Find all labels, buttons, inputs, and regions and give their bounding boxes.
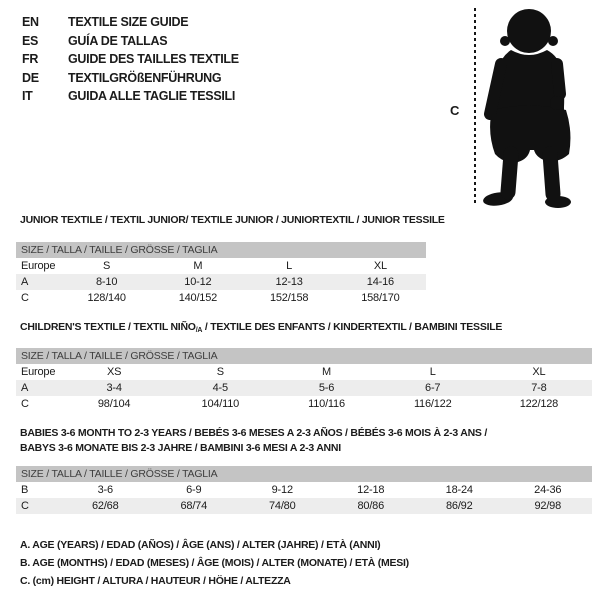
size-value: 92/98 xyxy=(534,500,562,512)
section-title xyxy=(16,426,592,456)
language-title: GUÍA DE TALLAS xyxy=(68,33,168,48)
language-title: GUIDA ALLE TAGLIE TESSILI xyxy=(68,89,236,103)
section-title xyxy=(16,320,592,336)
size-value: 24-36 xyxy=(534,484,562,496)
language-row xyxy=(22,50,239,69)
language-code: IT xyxy=(22,89,33,103)
height-label-c: C xyxy=(450,103,460,118)
size-value: XL xyxy=(373,260,387,272)
size-section xyxy=(16,213,445,306)
size-value: 98/104 xyxy=(97,398,131,410)
baby-silhouette-icon xyxy=(478,2,592,210)
row-label: C xyxy=(21,292,29,304)
table-row xyxy=(16,498,592,514)
size-value: 122/128 xyxy=(519,398,559,410)
size-value: 9-12 xyxy=(271,484,293,496)
table-row xyxy=(16,396,592,412)
table-row xyxy=(16,290,426,306)
size-value: 3-4 xyxy=(106,382,122,394)
size-value: 128/140 xyxy=(87,292,126,304)
section-title-line xyxy=(20,320,592,336)
size-value: 68/74 xyxy=(180,500,208,512)
table-row xyxy=(16,482,592,498)
section-title-text: BABYS 3-6 MONATE BIS 2-3 JAHRE / BAMBINI 3-6 MESI A 2-3 ANNI xyxy=(20,442,341,454)
size-table xyxy=(16,466,592,514)
size-section xyxy=(16,426,592,514)
legend-note-line: B. AGE (MONTHS) / EDAD (MESES) / ÂGE (MOIS) / ALTER (MONATE) / ETÀ (MESI) xyxy=(20,557,409,569)
size-value: 5-6 xyxy=(318,382,335,394)
row-label: C xyxy=(21,500,29,512)
section-title-line xyxy=(20,426,592,441)
row-label: Europe xyxy=(21,260,56,272)
size-header-bar: SIZE / TALLA / TAILLE / GRÖSSE / TAGLIA xyxy=(16,242,426,258)
size-header-bar: SIZE / TALLA / TAILLE / GRÖSSE / TAGLIA xyxy=(16,466,592,482)
language-row xyxy=(22,32,239,51)
size-value: XL xyxy=(532,366,546,378)
table-row xyxy=(16,380,592,396)
size-value: 80/86 xyxy=(357,500,385,512)
size-value: XS xyxy=(106,366,122,378)
language-title: TEXTILGRÖßENFÜHRUNG xyxy=(68,70,222,85)
size-value: 62/68 xyxy=(91,500,119,512)
size-value: 8-10 xyxy=(96,276,118,288)
legend-note-line: A. AGE (YEARS) / EDAD (AÑOS) / ÂGE (ANS) / ALTER (JAHRE) / ETÀ (ANNI) xyxy=(20,539,381,551)
size-value: 74/80 xyxy=(268,500,296,512)
table-row xyxy=(16,364,592,380)
size-value: M xyxy=(193,260,203,272)
size-value: L xyxy=(286,260,293,272)
row-label: C xyxy=(21,398,29,410)
size-value: M xyxy=(322,366,331,378)
size-header-bar: SIZE / TALLA / TAILLE / GRÖSSE / TAGLIA xyxy=(16,348,592,364)
size-value: 10-12 xyxy=(184,276,212,288)
size-table xyxy=(16,348,592,412)
size-value: S xyxy=(103,260,111,272)
section-title-text: BABIES 3-6 MONTH TO 2-3 YEARS / BEBÉS 3-6 MESES A 2-3 AÑOS / BÉBÉS 3-6 MOIS À 2-3 ANS / xyxy=(20,427,488,439)
language-header xyxy=(22,13,239,106)
language-code: ES xyxy=(22,33,39,48)
size-value: 18-24 xyxy=(445,484,473,496)
language-row xyxy=(22,69,239,88)
size-value: 158/170 xyxy=(361,292,400,304)
size-value: 7-8 xyxy=(531,382,547,394)
size-value: S xyxy=(216,366,224,378)
section-title xyxy=(16,213,445,228)
size-value: 6-7 xyxy=(425,382,441,394)
size-section xyxy=(16,320,592,412)
table-row xyxy=(16,258,426,274)
language-code: DE xyxy=(22,70,39,85)
size-value: 116/122 xyxy=(413,398,452,410)
size-value: 3-6 xyxy=(97,484,113,496)
legend-note-line: C. (cm) HEIGHT / ALTURA / HAUTEUR / HÖHE / ALTEZZA xyxy=(20,575,291,587)
table-row xyxy=(16,274,426,290)
row-label: Europe xyxy=(21,366,56,378)
section-title-line xyxy=(20,441,592,456)
height-measure-line-icon xyxy=(474,8,476,206)
legend-notes xyxy=(20,536,409,590)
language-code: FR xyxy=(22,52,39,66)
size-value: 6-9 xyxy=(186,484,202,496)
row-label: B xyxy=(21,484,29,496)
size-value: 4-5 xyxy=(212,382,228,394)
size-value: 110/116 xyxy=(308,398,345,410)
section-title-text: JUNIOR TEXTILE / TEXTIL JUNIOR/ TEXTILE JUNIOR / JUNIORTEXTIL / JUNIOR TESSILE xyxy=(20,214,445,226)
language-title: GUIDE DES TAILLES TEXTILE xyxy=(68,52,239,66)
size-value: 12-13 xyxy=(275,276,303,288)
section-title-text: /A xyxy=(195,327,203,334)
language-code: EN xyxy=(22,15,39,29)
size-value: 104/110 xyxy=(201,398,240,410)
language-title: TEXTILE SIZE GUIDE xyxy=(68,15,189,29)
size-value: 140/152 xyxy=(178,292,218,304)
row-label: A xyxy=(21,276,29,288)
size-value: 14-16 xyxy=(366,276,394,288)
size-value: 152/158 xyxy=(269,292,309,304)
section-title-text: / TEXTILE DES ENFANTS / KINDERTEXTIL / BAMBINI TESSILE xyxy=(202,321,503,333)
size-value: L xyxy=(429,366,436,378)
row-label: A xyxy=(21,382,29,394)
size-value: 12-18 xyxy=(357,484,385,496)
language-row xyxy=(22,87,239,106)
section-title-text: CHILDREN'S TEXTILE / TEXTIL NIÑO xyxy=(20,321,196,333)
size-table xyxy=(16,242,426,306)
language-row xyxy=(22,13,239,32)
section-title-line xyxy=(20,213,445,228)
size-value: 86/92 xyxy=(445,500,473,512)
